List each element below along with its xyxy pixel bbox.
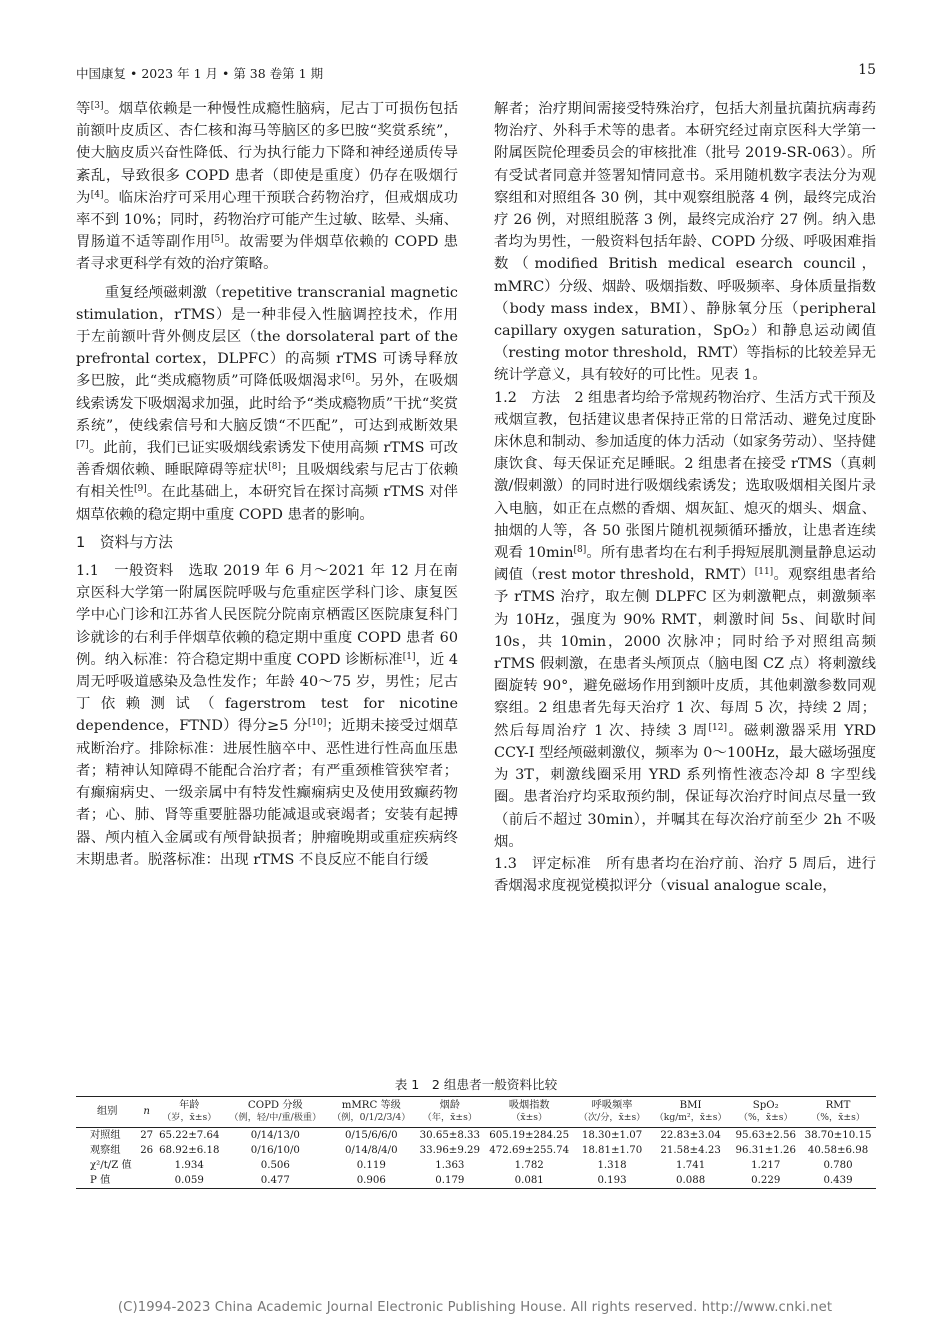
table-cell: 30.65±8.33 xyxy=(419,1130,481,1141)
table-cell: 21.58±4.23 xyxy=(660,1145,721,1156)
table-cell: 95.63±2.56 xyxy=(735,1130,796,1141)
section-heading-methods: 1 资料与方法 xyxy=(76,533,173,551)
table-cell: 96.31±1.26 xyxy=(735,1145,796,1156)
section-1-1-general-data: 1.1 一般资料 选取 2019 年 6 月～2021 年 12 月在南京医科大学第一附属医院呼吸与危重症医学科门诊、康复医学中心门诊和江苏省人民医院分院南京栖霞区医院康复科门诊就诊的右利手伴烟草依赖的稳定期中重度 COPD 患者 60 例。纳入标准：符合稳定期中重度 COPD 诊断标准[1]，近 4 周无呼吸道感染及急性发作；年龄 40～75 岁，男性；尼古丁依赖测试（fagerstrom test for nicotine dependence，FTND）得分≥5 分[10]；近期未接受过烟草戒断治疗。排除标准：进展性脑卒中、恶性进行性高血压患者；精神认知障碍不能配合治疗者；有严重颈椎管狭窄者；有癫痫病史、一级亲属中有特发性癫痫病史及使用致癫药物者；心、肺、肾等重要脏器功能减退或衰竭者；安装有起搏器、颅内植入金属或有颅骨缺损者；肿瘤晚期或重症疾病终末期患者。脱落标准：出现 rTMS 不良反应不能自行缓 xyxy=(76,563,459,868)
table-cell xyxy=(138,1173,154,1189)
citation: [4] xyxy=(90,189,104,200)
table-cell: 0.088 xyxy=(676,1175,706,1186)
baseline-table xyxy=(76,1096,876,1189)
col-header: COPD 分级 （例，轻/中/重/极重） xyxy=(229,1100,322,1123)
col-header: SpO₂ （%，x̄±s） xyxy=(738,1100,793,1123)
table-cell: 1.934 xyxy=(174,1160,204,1171)
table-1 xyxy=(76,1074,876,1189)
table-cell: 27 xyxy=(140,1130,154,1141)
left-column xyxy=(76,98,458,871)
table-row xyxy=(76,1158,876,1173)
table-header-row xyxy=(76,1097,876,1128)
copyright-footer: (C)1994-2023 China Academic Journal Electronic Publishing House. All rights reserved. http://www.cnki.net xyxy=(117,1300,833,1315)
table-cell: 0.081 xyxy=(514,1175,544,1186)
table-cell: 33.96±9.29 xyxy=(419,1145,481,1156)
table-cell: 40.58±6.98 xyxy=(807,1145,869,1156)
table-cell: 1.217 xyxy=(751,1160,781,1171)
table-cell: 0.780 xyxy=(823,1160,853,1171)
col-header: 组别 xyxy=(97,1106,118,1117)
table-cell: 0.229 xyxy=(751,1175,781,1186)
table-cell: 0/14/8/4/0 xyxy=(344,1145,398,1156)
citation: [8] xyxy=(573,545,587,556)
table-cell xyxy=(138,1158,154,1173)
citation: [10] xyxy=(307,718,327,729)
citation: [3] xyxy=(90,101,104,111)
table-cell: 22.83±3.04 xyxy=(660,1130,721,1141)
citation: [12] xyxy=(708,722,728,733)
col-header: RMT （%，x̄±s） xyxy=(811,1100,865,1123)
table-row xyxy=(76,1143,876,1158)
table-cell: 观察组 xyxy=(90,1145,121,1156)
section-1-2-methods: 1.2 方法 2 组患者均给予常规药物治疗、生活方式干预及戒烟宣教，包括建议患者保持正常的日常活动、避免过度卧床休息和制动、参加适度的体力活动（如家务劳动）、坚持健康饮食、每天保证充足睡眠。2 组患者在接受 rTMS（真刺激/假刺激）的同时进行吸烟线索诱发；选取吸烟相关图片录入电脑，如正在点燃的香烟、烟灰缸、熄灭的烟头、烟盒、抽烟的人等，各 50 张图片随机视频循环播放，让患者连续观看 10min[8]。所有患者均在右利手拇短展肌测量静息运动阈值（rest motor threshold，RMT）[11]。观察组患者给予 rTMS 治疗，取左侧 DLPFC 区为刺激靶点，刺激频率为 10Hz，强度为 90% RMT，刺激时间 5s、间歇时间 10s，共 10min，2000 次脉冲；同时给予对照组高频 rTMS 假刺激，在患者头颅顶点（脑电图 CZ 点）将刺激线圈旋转 90°，避免磁场作用到额叶皮质，其他刺激参数同观察组。2 组患者先每天治疗 1 次、每周 5 次，持续 2 周；然后每周治疗 1 次、持续 3 周[12]。磁刺激器采用 YRD CCY-I 型经颅磁刺激仪，频率为 0～100Hz，最大磁场强度为 3T，刺激线圈采用 YRD 系列惰性液态冷却 8 字型线圈。患者治疗均采取预约制，保证每次治疗时间点尽量一致（前后不超过 30min），并嘱其在每次治疗前至少 2h 不吸烟。 xyxy=(494,389,876,850)
table-cell: 605.19±284.25 xyxy=(489,1130,570,1141)
table-cell: 0.119 xyxy=(356,1160,386,1171)
table-cell: 0/15/6/6/0 xyxy=(344,1130,398,1141)
col-header: n xyxy=(143,1106,150,1117)
table-cell: 1.782 xyxy=(514,1160,544,1171)
table-cell: 472.69±255.74 xyxy=(489,1145,570,1156)
citation: [8] xyxy=(268,462,281,473)
citation: [11] xyxy=(754,567,774,578)
table-cell: 18.81±1.70 xyxy=(581,1145,643,1156)
citation: [1] xyxy=(402,651,416,662)
section-1-3-evaluation: 1.3 评定标准 所有患者均在治疗前、治疗 5 周后，进行香烟渴求度视觉模拟评分（visual analogue scale， xyxy=(494,855,876,895)
table-cell: P 值 xyxy=(90,1175,111,1186)
table-cell: 0.439 xyxy=(823,1175,853,1186)
col-header: 吸烟指数 （x̄±s） xyxy=(508,1100,550,1123)
citation: [7] xyxy=(76,440,89,451)
table-cell: 0.906 xyxy=(356,1175,386,1186)
table-cell: 18.30±1.07 xyxy=(581,1130,643,1141)
table-cell: 1.318 xyxy=(597,1160,627,1171)
page-number: 15 xyxy=(858,62,876,78)
table-cell: 0.193 xyxy=(597,1175,627,1186)
table-title: 表 1 2 组患者一般资料比较 xyxy=(394,1077,558,1092)
table-cell: 0/14/13/0 xyxy=(250,1130,300,1141)
table-cell: 1.741 xyxy=(676,1160,706,1171)
table-row xyxy=(76,1128,876,1144)
table-cell: 68.92±6.18 xyxy=(159,1145,220,1156)
table-cell: 0/16/10/0 xyxy=(250,1145,300,1156)
table-cell: 0.506 xyxy=(260,1160,290,1171)
col-header: mMRC 等级 （例，0/1/2/3/4） xyxy=(332,1100,411,1123)
table-cell: 0.059 xyxy=(174,1175,204,1186)
table-cell: 38.70±10.15 xyxy=(804,1130,872,1141)
running-header xyxy=(76,64,876,86)
general-data-continued: 解者；治疗期间需接受特殊治疗，包括大剂量抗菌抗病毒药物治疗、外科手术等的患者。本研究经过南京医科大学第一附属医院伦理委员会的审核批准（批号 2019-SR-063）。所有受试者同意并签署知情同意书。采用随机数字表法分为观察组和对照组各 30 例，其中观察组脱落 4 例，最终完成治疗 26 例，对照组脱落 3 例，最终完成治疗 27 例。纳入患者均为男性，一般资料包括年龄、COPD 分级、呼吸困难指数（modified British medical esearch council，mMRC）分级、烟龄、吸烟指数、呼吸频率、身体质量指数（body mass index，BMI）、静脉氧分压（peripheral capillary oxygen saturation，SpO₂）和静息运动阈值（resting motor threshold，RMT）等指标的比较差异无统计学意义，具有较好的可比性。见表 1。 xyxy=(494,101,876,384)
citation: [5] xyxy=(210,234,224,245)
citation: [9] xyxy=(133,484,147,495)
table-row xyxy=(76,1173,876,1189)
table-cell: χ²/t/Z 值 xyxy=(90,1160,132,1171)
table-cell: 1.363 xyxy=(435,1160,465,1171)
table-cell: 0.179 xyxy=(435,1175,465,1186)
col-header: 年龄 （岁，x̄±s） xyxy=(162,1100,217,1123)
table-cell: 对照组 xyxy=(90,1130,121,1141)
col-header: 呼吸频率 （次/分，x̄±s） xyxy=(578,1100,646,1123)
intro-paragraph-1: 等[3]。烟草依赖是一种慢性成瘾性脑病，尼古丁可损伤包括前额叶皮质区、杏仁核和海马等脑区的多巴胺“奖赏系统”，使大脑皮质兴奋性降低、行为执行能力下降和神经递质传导紊乱，导致很多 COPD 患者（即使是重度）仍存在吸烟行为[4]。临床治疗可采用心理干预联合药物治疗，但戒烟成功率不到 10%；同时，药物治疗可能产生过敏、眩晕、头痛、胃肠道不适等副作用[5]。故需要为伴烟草依赖的 COPD 患者寻求更科学有效的治疗策略。 xyxy=(76,101,458,273)
journal-citation: 中国康复 • 2023 年 1 月 • 第 38 卷第 1 期 xyxy=(76,66,324,81)
intro-paragraph-2: 重复经颅磁刺激（repetitive transcranial magnetic stimulation，rTMS）是一种非侵入性脑调控技术，作用于左前额叶背外侧皮层区（the dorsolateral part of the prefrontal cortex，DLPFC）的高频 rTMS 可诱导释放多巴胺，此“类成瘾物质”可降低吸烟渴求[6]。另外，在吸烟线索诱发下吸烟渴求加强，此时给予“类成瘾物质”干扰“奖赏系统”，使线索信号和大脑反馈“不匹配”，可达到戒断效果[7]。此前，我们已证实吸烟线索诱发下使用高频 rTMS 可改善香烟依赖、睡眠障碍等症状[8]；且吸烟线索与尼古丁依赖有相关性[9]。在此基础上，本研究旨在探讨高频 rTMS 对伴烟草依赖的稳定期中重度 COPD 患者的影响。 xyxy=(76,284,458,523)
table-cell: 65.22±7.64 xyxy=(159,1130,220,1141)
table-cell: 0.477 xyxy=(260,1175,290,1186)
right-column xyxy=(494,98,876,897)
table-cell: 26 xyxy=(140,1145,154,1156)
col-header: BMI （kg/m²，x̄±s） xyxy=(654,1100,727,1123)
col-header: 烟龄 （年，x̄±s） xyxy=(422,1100,478,1123)
citation: [6] xyxy=(342,373,355,384)
